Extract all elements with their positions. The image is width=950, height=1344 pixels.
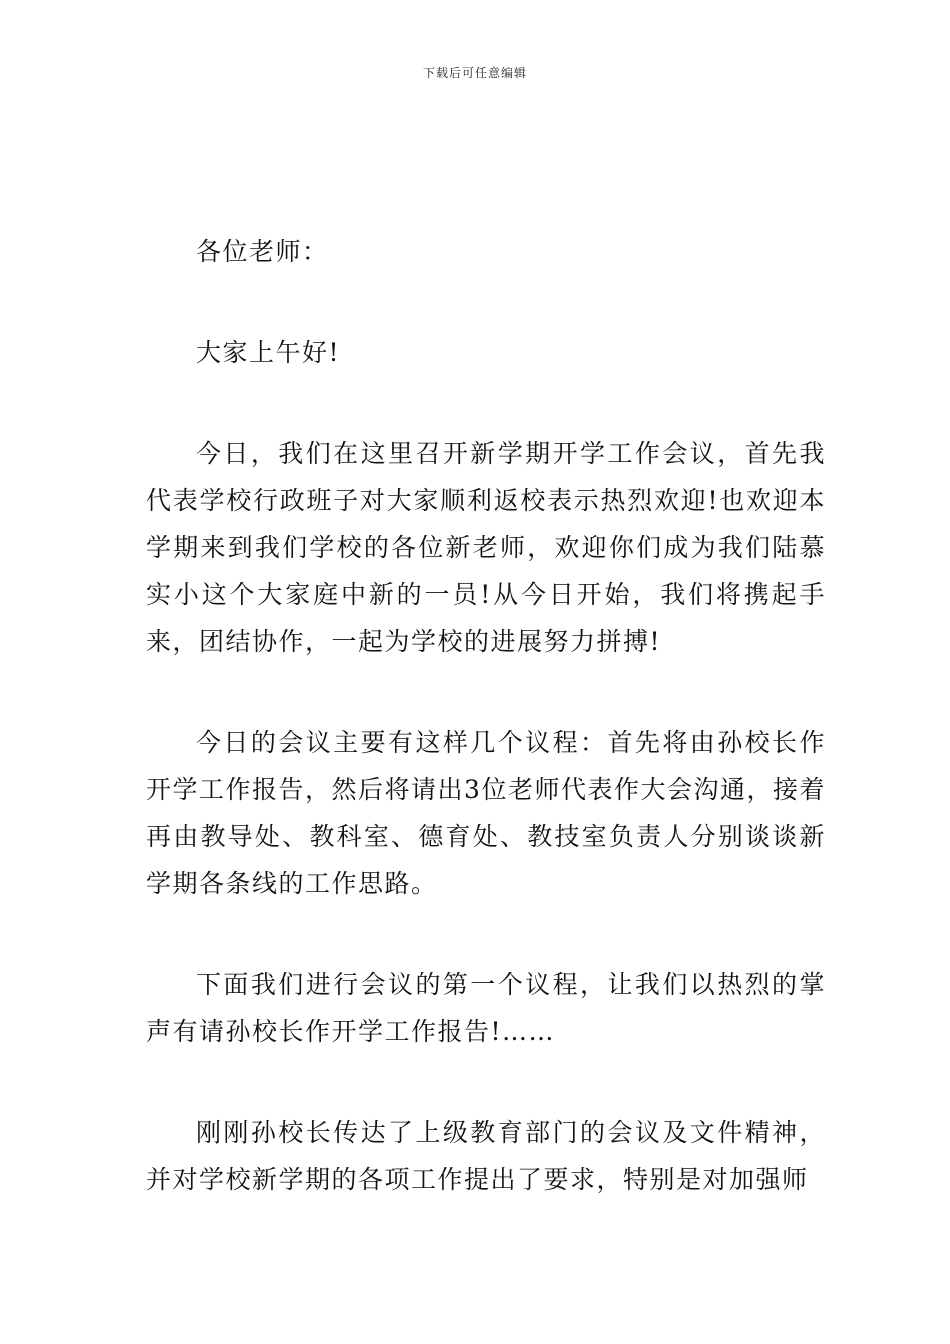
salutation: 各位老师： (196, 237, 329, 266)
header-note: 下载后可任意编辑 (422, 66, 527, 80)
greeting: 大家上午好! (196, 338, 341, 367)
paragraph-welcome: 今日，我们在这里召开新学期开学工作会议，首先我代表学校行政班子对大家顺利返校表示热烈欢迎!也欢迎本学期来到我们学校的各位新老师，欢迎你们成为我们陆慕实小这个大家庭中新的一员!从今日开始，我们将携起手来，团结协作，一起为学校的进展努力拼搏! (146, 439, 826, 656)
paragraph-summary: 刚刚孙校长传达了上级教育部门的会议及文件精神，并对学校新学期的各项工作提出了要求，特别是对加强师 (146, 1118, 826, 1194)
paragraph-agenda: 今日的会议主要有这样几个议程：首先将由孙校长作开学工作报告，然后将请出3位老师代表作大会沟通，接着再由教导处、教科室、德育处、教技室负责人分别谈谈新学期各条线的工作思路。 (146, 728, 826, 898)
paragraph-first-item: 下面我们进行会议的第一个议程，让我们以热烈的掌声有请孙校长作开学工作报告!…… (146, 970, 826, 1046)
document-body (146, 228, 826, 1257)
